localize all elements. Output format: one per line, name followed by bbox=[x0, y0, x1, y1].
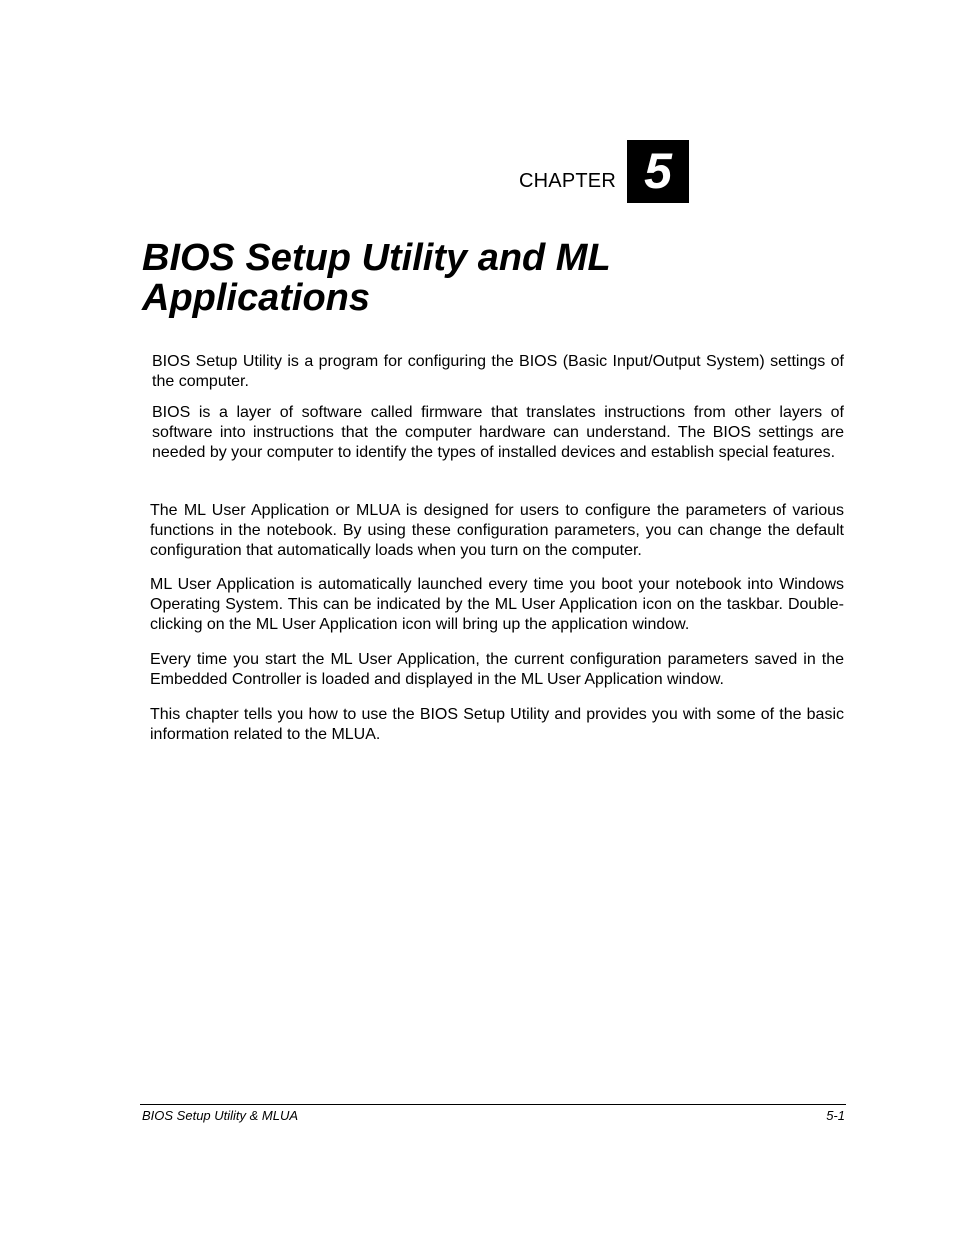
page-title: BIOS Setup Utility and ML Applications bbox=[142, 237, 610, 319]
paragraph-mlua-launch: ML User Application is automatically launched every time you boot your notebook into Windows Operating System. This can be indicated by the ML User Application icon on the taskbar. Double-clicking on the ML User Application icon will bring up the application window. bbox=[150, 576, 844, 633]
paragraph-mlua-intro: The ML User Application or MLUA is designed for users to configure the parameters of various functions in the notebook. By using these configuration parameters, you can change the default configuration that automatically loads when you turn on the computer. bbox=[150, 502, 844, 559]
paragraph-bios-firmware: BIOS is a layer of software called firmware that translates instructions from other layers of software into instructions that the computer hardware can understand. The BIOS settings are needed by your computer to identify the types of installed devices and establish special features. bbox=[152, 404, 844, 461]
paragraph-bios-intro: BIOS Setup Utility is a program for configuring the BIOS (Basic Input/Output System) settings of the computer. bbox=[152, 353, 844, 390]
paragraph-mlua-config: Every time you start the ML User Application, the current configuration parameters saved in the Embedded Controller is loaded and displayed in the ML User Application window. bbox=[150, 651, 844, 688]
chapter-number-box: 5 bbox=[627, 140, 689, 203]
chapter-label: CHAPTER bbox=[519, 170, 616, 192]
paragraph-chapter-summary: This chapter tells you how to use the BIOS Setup Utility and provides you with some of the basic information related to the MLUA. bbox=[150, 706, 844, 743]
footer-section-title: BIOS Setup Utility & MLUA bbox=[142, 1108, 299, 1123]
footer-page-number: 5-1 bbox=[826, 1108, 845, 1123]
footer-divider bbox=[140, 1104, 846, 1105]
